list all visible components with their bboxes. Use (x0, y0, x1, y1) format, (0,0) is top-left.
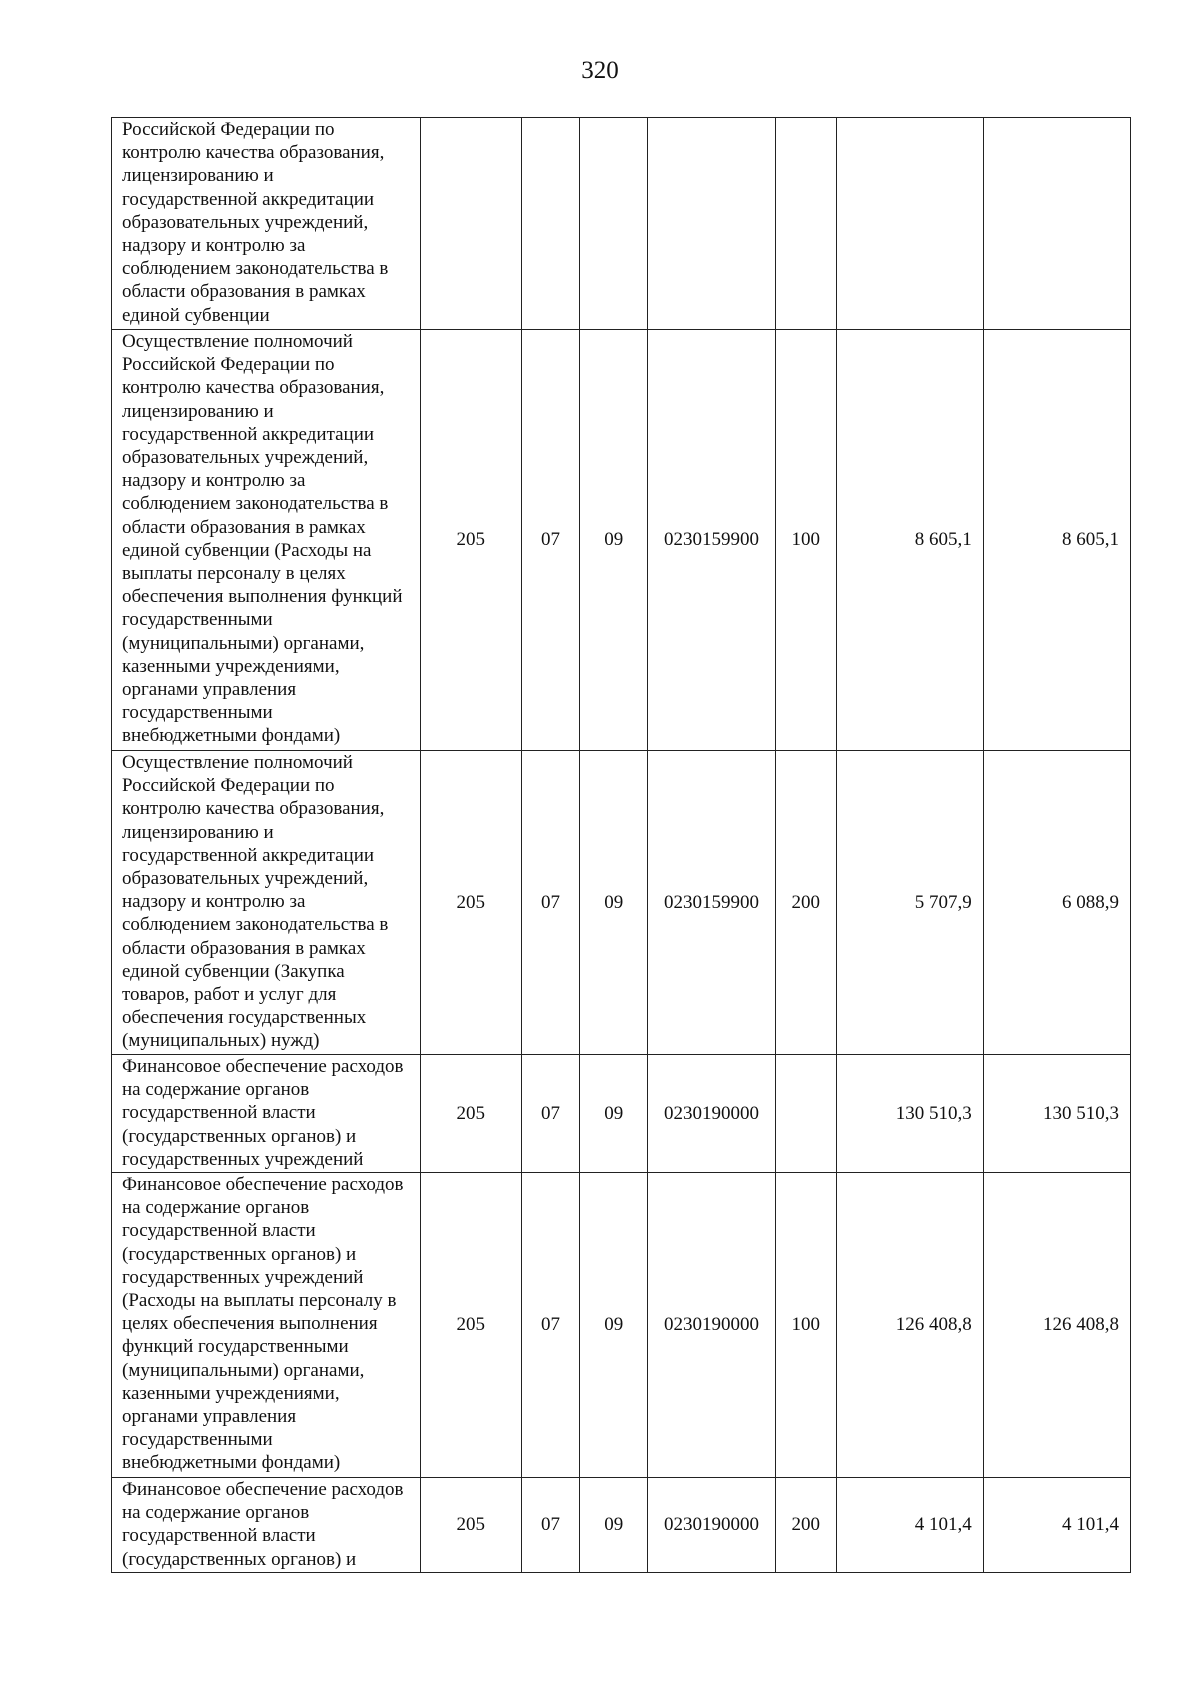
target-article-code: 0230159900 (648, 751, 776, 1055)
expense-type-code: 200 (775, 751, 836, 1055)
table-row (112, 751, 1131, 1055)
row-description: Финансовое обеспечение расходов на содержание органов государственной власти (государственных органов) и государственных учреждений (Расходы на выплаты персоналу в целях обеспечения выполнения функций государственными (муниципальными) органами, казенными учреждениями, органами управления государственными внебюджетными фондами) (112, 1173, 421, 1478)
expense-type-code: 100 (775, 1173, 836, 1478)
amount-year-1: 5 707,9 (836, 751, 983, 1055)
amount-year-2: 130 510,3 (983, 1055, 1130, 1173)
target-article-code (648, 118, 776, 330)
expense-type-code: 200 (775, 1478, 836, 1573)
target-article-code: 0230190000 (648, 1478, 776, 1573)
expense-type-code (775, 118, 836, 330)
section-code: 07 (521, 751, 580, 1055)
expense-type-code: 100 (775, 330, 836, 751)
amount-year-2: 4 101,4 (983, 1478, 1130, 1573)
row-description: Осуществление полномочий Российской Федерации по контролю качества образования, лицензированию и государственной аккредитации образовательных учреждений, надзору и контролю за соблюдением законодательства в области образования в рамках единой субвенции (Закупка товаров, работ и услуг для обеспечения государственных (муниципальных) нужд) (112, 751, 421, 1055)
ministry-code: 205 (420, 1173, 521, 1478)
ministry-code: 205 (420, 1055, 521, 1173)
subsection-code (580, 118, 648, 330)
target-article-code: 0230190000 (648, 1173, 776, 1478)
subsection-code: 09 (580, 751, 648, 1055)
section-code: 07 (521, 1173, 580, 1478)
amount-year-1: 8 605,1 (836, 330, 983, 751)
amount-year-1: 126 408,8 (836, 1173, 983, 1478)
page-number: 320 (581, 57, 619, 84)
table-row (112, 1478, 1131, 1573)
ministry-code: 205 (420, 751, 521, 1055)
amount-year-1: 4 101,4 (836, 1478, 983, 1573)
row-description: Российской Федерации по контролю качества образования, лицензированию и государственной аккредитации образовательных учреждений, надзору и контролю за соблюдением законодательства в области образования в рамках единой субвенции (112, 118, 421, 330)
section-code (521, 118, 580, 330)
subsection-code: 09 (580, 1478, 648, 1573)
amount-year-1 (836, 118, 983, 330)
section-code: 07 (521, 1478, 580, 1573)
table-row (112, 118, 1131, 330)
ministry-code: 205 (420, 1478, 521, 1573)
amount-year-1: 130 510,3 (836, 1055, 983, 1173)
table-row (112, 1173, 1131, 1478)
table-row (112, 330, 1131, 751)
amount-year-2: 8 605,1 (983, 330, 1130, 751)
target-article-code: 0230159900 (648, 330, 776, 751)
amount-year-2: 6 088,9 (983, 751, 1130, 1055)
row-description: Финансовое обеспечение расходов на содержание органов государственной власти (государственных органов) и (112, 1478, 421, 1573)
target-article-code: 0230190000 (648, 1055, 776, 1173)
amount-year-2 (983, 118, 1130, 330)
amount-year-2: 126 408,8 (983, 1173, 1130, 1478)
ministry-code (420, 118, 521, 330)
subsection-code: 09 (580, 1173, 648, 1478)
budget-table (111, 117, 1131, 1573)
section-code: 07 (521, 330, 580, 751)
ministry-code: 205 (420, 330, 521, 751)
row-description: Осуществление полномочий Российской Федерации по контролю качества образования, лицензированию и государственной аккредитации образовательных учреждений, надзору и контролю за соблюдением законодательства в области образования в рамках единой субвенции (Расходы на выплаты персоналу в целях обеспечения выполнения функций государственными (муниципальными) органами, казенными учреждениями, органами управления государственными внебюджетными фондами) (112, 330, 421, 751)
table-row (112, 1055, 1131, 1173)
expense-type-code (775, 1055, 836, 1173)
row-description: Финансовое обеспечение расходов на содержание органов государственной власти (государственных органов) и государственных учреждений (112, 1055, 421, 1173)
subsection-code: 09 (580, 330, 648, 751)
subsection-code: 09 (580, 1055, 648, 1173)
section-code: 07 (521, 1055, 580, 1173)
